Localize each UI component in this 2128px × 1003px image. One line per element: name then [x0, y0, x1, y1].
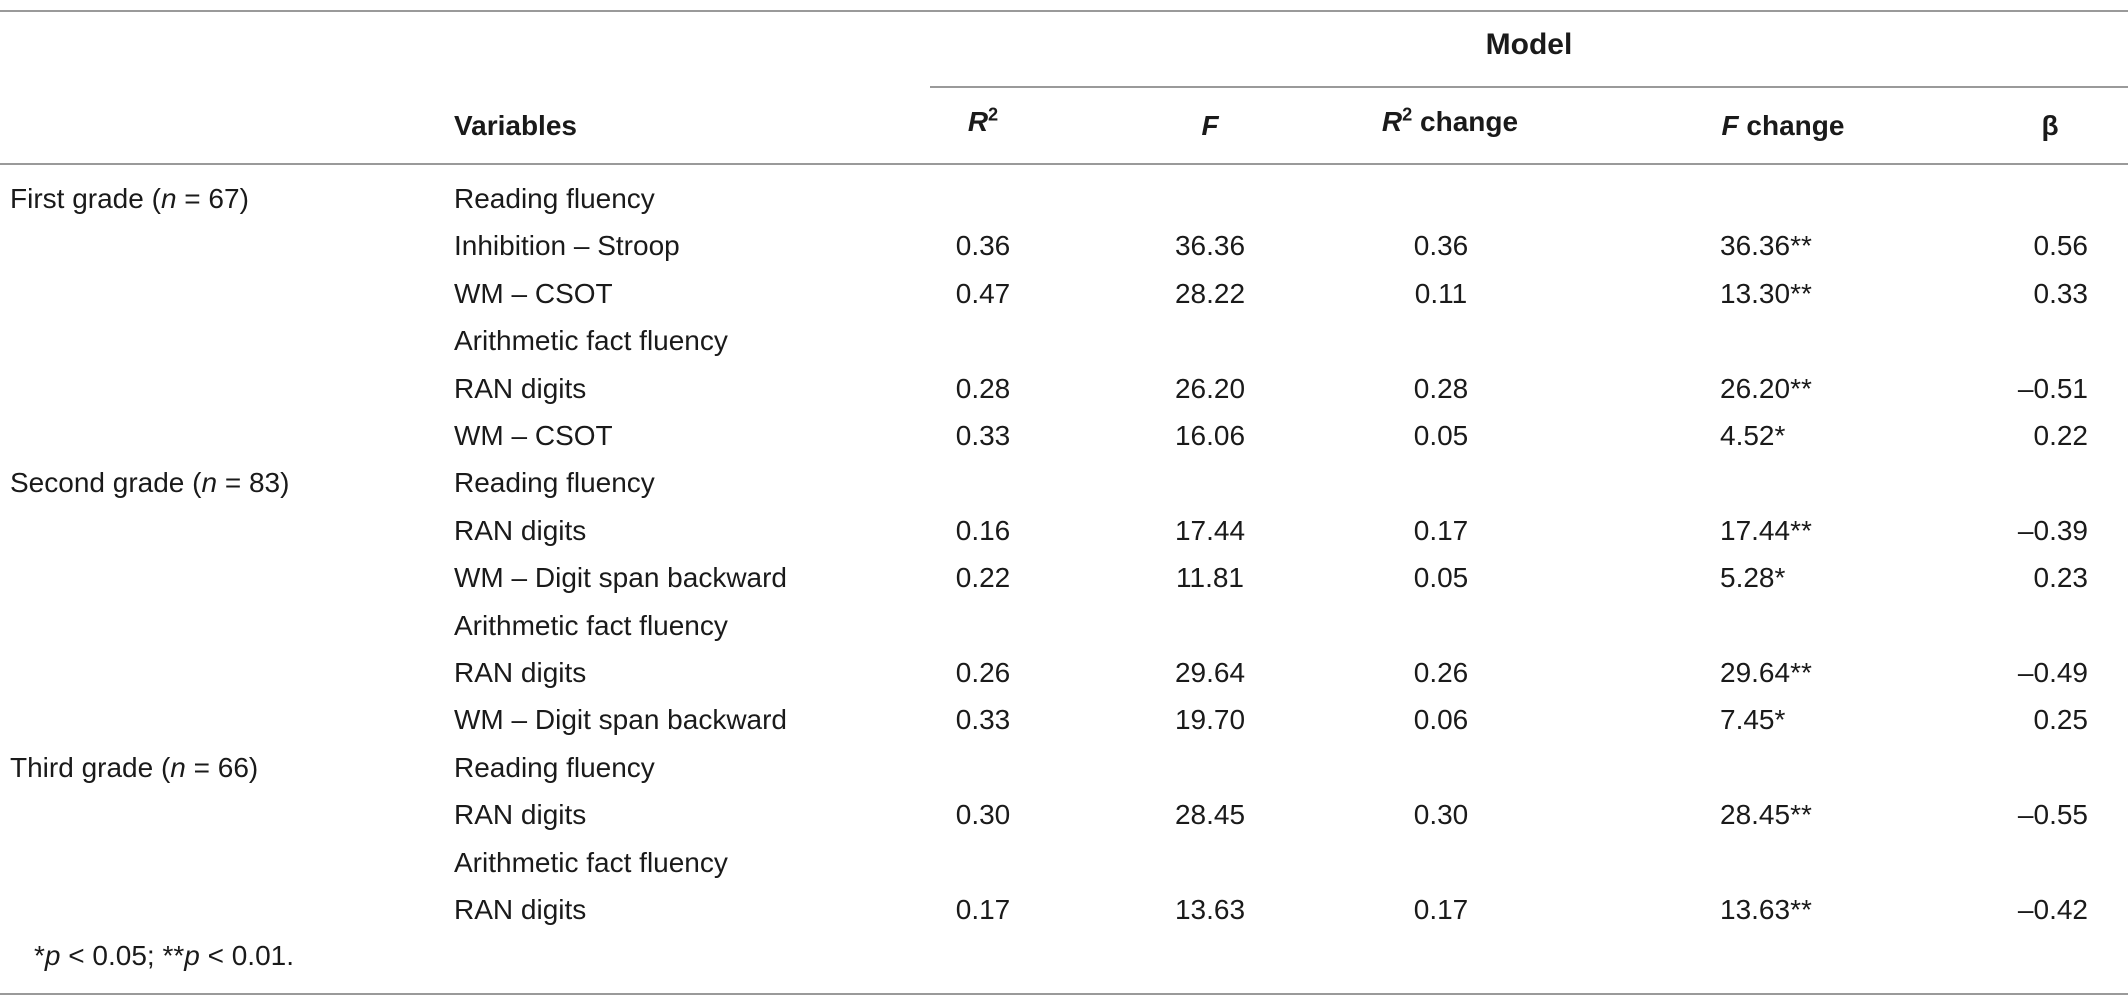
r2-change-cell: 0.28	[1413, 373, 1469, 404]
r2-cell: 0.16	[955, 515, 1011, 546]
f-cell: 36.36	[1174, 230, 1246, 261]
model-header-rule	[930, 86, 2128, 88]
beta-cell: 0.25	[2033, 704, 2088, 735]
variable-cell: WM – Digit span backward	[454, 704, 788, 735]
variable-cell: Reading fluency	[454, 752, 655, 783]
variable-cell: Arithmetic fact fluency	[454, 847, 728, 878]
variable-cell: WM – CSOT	[454, 420, 613, 451]
f-change-cell: 13.63**	[1720, 894, 1812, 925]
f-cell: 16.06	[1174, 420, 1246, 451]
f-cell: 26.20	[1174, 373, 1246, 404]
f-header: F	[1201, 110, 1219, 141]
f-cell: 29.64	[1174, 657, 1246, 688]
f-change-cell: 29.64**	[1720, 657, 1812, 688]
group-label: Second grade (n = 83)	[10, 467, 290, 498]
f-cell: 17.44	[1174, 515, 1246, 546]
variable-cell: Inhibition – Stroop	[454, 230, 680, 261]
r2-cell: 0.47	[955, 278, 1011, 309]
r2-change-cell: 0.17	[1413, 894, 1469, 925]
r2-change-cell: 0.11	[1414, 278, 1468, 309]
r2-change-cell: 0.30	[1413, 799, 1469, 830]
variable-cell: WM – Digit span backward	[454, 562, 788, 593]
header-bottom-rule	[0, 163, 2128, 165]
model-header: Model	[1485, 28, 1573, 61]
r2-change-cell: 0.26	[1413, 657, 1469, 688]
table-footnote: *p < 0.05; **p < 0.01.	[34, 940, 295, 971]
table-bottom-rule	[0, 993, 2128, 995]
beta-cell: 0.22	[2033, 420, 2088, 451]
r2-header: $R^2$	[967, 104, 999, 137]
variable-cell: RAN digits	[454, 799, 587, 830]
beta-cell: –0.51	[2017, 373, 2088, 404]
r2-cell: 0.28	[955, 373, 1011, 404]
beta-header: β	[2041, 110, 2059, 141]
r2-change-header: $R^2$ change	[1381, 104, 1519, 137]
variables-header: Variables	[454, 110, 577, 141]
r2-cell: 0.33	[955, 420, 1011, 451]
r2-cell: 0.36	[955, 230, 1011, 261]
beta-cell: –0.42	[2017, 894, 2088, 925]
variable-cell: Arithmetic fact fluency	[454, 325, 728, 356]
group-label: Third grade (n = 66)	[10, 752, 259, 783]
variable-cell: Arithmetic fact fluency	[454, 610, 728, 641]
f-change-cell: 7.45*	[1720, 704, 1786, 735]
f-change-cell: 5.28*	[1720, 562, 1786, 593]
beta-cell: –0.55	[2017, 799, 2088, 830]
r2-cell: 0.26	[955, 657, 1011, 688]
r2-cell: 0.30	[955, 799, 1011, 830]
f-change-cell: 26.20**	[1720, 373, 1812, 404]
f-cell: 28.45	[1174, 799, 1246, 830]
variable-cell: WM – CSOT	[454, 278, 613, 309]
beta-cell: 0.33	[2033, 278, 2088, 309]
r2-change-cell: 0.06	[1413, 704, 1469, 735]
r2-change-cell: 0.17	[1413, 515, 1469, 546]
f-cell: 19.70	[1174, 704, 1246, 735]
r2-cell: 0.33	[955, 704, 1011, 735]
variable-cell: RAN digits	[454, 515, 587, 546]
beta-cell: 0.56	[2033, 230, 2088, 261]
r2-cell: 0.22	[955, 562, 1011, 593]
variable-cell: RAN digits	[454, 657, 587, 688]
variable-cell: RAN digits	[454, 373, 587, 404]
f-change-header: F change	[1721, 110, 1845, 141]
f-change-cell: 4.52*	[1720, 420, 1786, 451]
f-change-cell: 17.44**	[1720, 515, 1812, 546]
f-change-cell: 28.45**	[1720, 799, 1812, 830]
group-label: First grade (n = 67)	[10, 183, 249, 214]
f-change-cell: 36.36**	[1720, 230, 1812, 261]
beta-cell: –0.49	[2017, 657, 2088, 688]
table-top-rule	[0, 10, 2128, 12]
f-cell: 28.22	[1174, 278, 1246, 309]
variable-cell: RAN digits	[454, 894, 587, 925]
f-cell: 13.63	[1174, 894, 1246, 925]
f-cell: 11.81	[1176, 562, 1244, 593]
r2-change-cell: 0.05	[1413, 420, 1469, 451]
r2-cell: 0.17	[955, 894, 1011, 925]
beta-cell: 0.23	[2033, 562, 2088, 593]
f-change-cell: 13.30**	[1720, 278, 1812, 309]
r2-change-cell: 0.05	[1413, 562, 1469, 593]
variable-cell: Reading fluency	[454, 467, 655, 498]
beta-cell: –0.39	[2017, 515, 2088, 546]
r2-change-cell: 0.36	[1413, 230, 1469, 261]
variable-cell: Reading fluency	[454, 183, 655, 214]
